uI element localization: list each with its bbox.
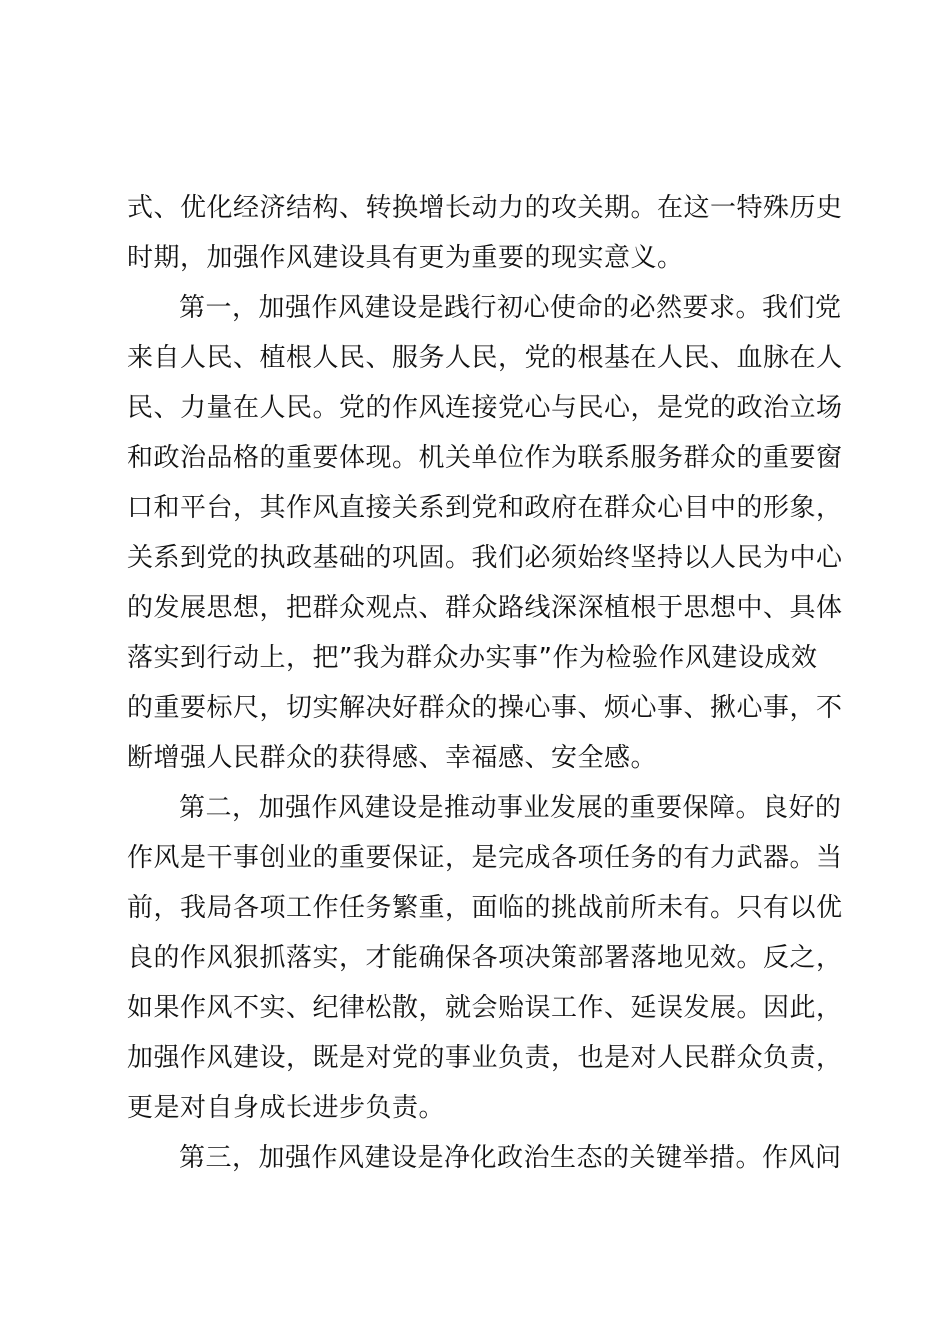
text-line: 落实到行动上，把”我为群众办实事”作为检验作风建设成效 <box>127 643 818 673</box>
text-line: 的重要标尺，切实解决好群众的操心事、烦心事、揪心事，不 <box>127 693 843 723</box>
text-line: 民、力量在人民。党的作风连接党心与民心，是党的政治立场 <box>127 393 843 423</box>
text-line: 断增强人民群众的获得感、幸福感、安全感。 <box>127 743 658 773</box>
text-line: 来自人民、植根人民、服务人民，党的根基在人民、血脉在人 <box>127 343 843 373</box>
text-line: 口和平台，其作风直接关系到党和政府在群众心目中的形象， <box>127 493 843 523</box>
text-line: 和政治品格的重要体现。机关单位作为联系服务群众的重要窗 <box>127 443 843 473</box>
paragraph-first-line: 第三，加强作风建设是净化政治生态的关键举措。作风问 <box>179 1143 842 1173</box>
text-line: 良的作风狠抓落实，才能确保各项决策部署落地见效。反之， <box>127 943 843 973</box>
text-line: 的发展思想，把群众观点、群众路线深深植根于思想中、具体 <box>127 593 843 623</box>
paragraph-first-line: 第一，加强作风建设是践行初心使命的必然要求。我们党 <box>179 293 842 323</box>
body-text <box>127 183 843 1183</box>
text-line: 作风是干事创业的重要保证，是完成各项任务的有力武器。当 <box>127 843 843 873</box>
text-line: 式、优化经济结构、转换增长动力的攻关期。在这一特殊历史 <box>127 193 843 223</box>
text-line: 如果作风不实、纪律松散，就会贻误工作、延误发展。因此， <box>127 993 843 1023</box>
paragraph-first-line: 第二，加强作风建设是推动事业发展的重要保障。良好的 <box>179 793 842 823</box>
text-line: 前，我局各项工作任务繁重，面临的挑战前所未有。只有以优 <box>127 893 843 923</box>
text-line: 加强作风建设，既是对党的事业负责，也是对人民群众负责， <box>127 1043 843 1073</box>
text-line: 更是对自身成长进步负责。 <box>127 1093 446 1123</box>
text-line: 时期，加强作风建设具有更为重要的现实意义。 <box>127 243 684 273</box>
text-line: 关系到党的执政基础的巩固。我们必须始终坚持以人民为中心 <box>127 543 843 573</box>
